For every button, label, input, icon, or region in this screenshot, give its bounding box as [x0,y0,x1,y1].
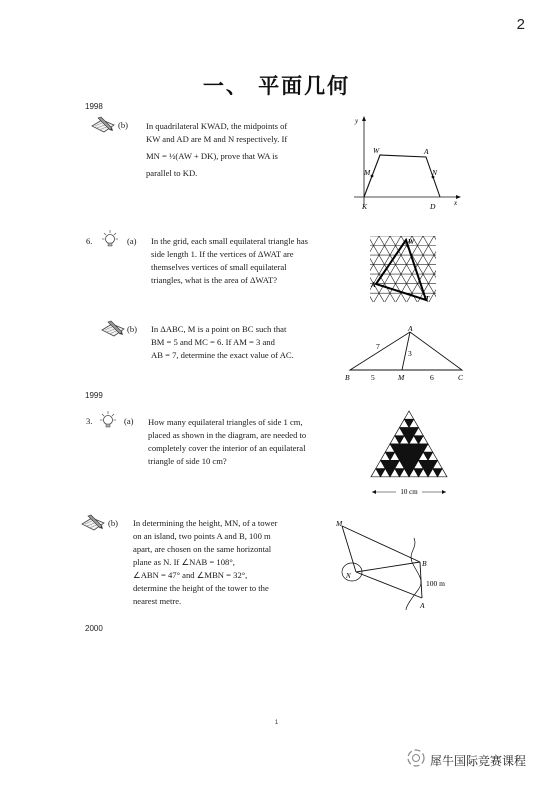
sierpinski-figure [362,408,458,500]
question-line: In ΔABC, M is a point on BC such that [151,324,287,334]
year-label: 1999 [85,391,103,400]
footer-page-number: 1 [274,720,279,726]
pencil-paper-icon [90,116,116,138]
point-label: T [425,295,430,303]
sierpinski-triangles [371,411,447,477]
year-label: 2000 [85,624,103,633]
quadrilateral-figure [336,115,466,215]
point-label: A [424,147,429,156]
length-label: 7 [376,342,380,351]
question-line: In determining the height, MN, of a tower [133,518,278,528]
length-label: 6 [430,373,434,382]
question-text [151,323,294,362]
point-label: A [420,601,425,610]
point-label: K [362,202,368,211]
point-label: A [371,281,376,289]
pencil-paper-icon [80,514,106,536]
question-line: AB = 7, determine the exact value of AC. [151,350,294,360]
question-line: parallel to KD. [146,168,198,178]
question-line: How many equilateral triangles of side 1 cm, [148,417,303,427]
question-line: In the grid, each small equilateral triangle has [151,236,309,246]
point-label: N [346,572,351,580]
question-text [151,235,308,287]
point-label: B [422,559,427,568]
part-label: (b) [118,120,129,130]
question-line: placed as shown in the diagram, are needed to [148,430,307,440]
wechat-icon [405,748,427,772]
tower-figure [326,514,476,614]
point-label: B [345,373,350,382]
axis-label: x [454,199,458,207]
question-number: 3. [86,416,93,426]
section-title: 一、 平面几何 [202,74,351,98]
question-number: 6. [86,236,93,246]
question-line: triangles, what is the area of ΔWAT? [151,275,278,285]
question-line: themselves vertices of small equilateral [151,262,287,272]
year-label: 1998 [85,102,103,111]
question-line: apart, are chosen on the same horizontal [133,544,272,554]
question-line: KW and AD are M and N respectively. If [146,134,288,144]
point-label: A [408,324,413,333]
question-line: side length 1. If the vertices of ΔWAT are [151,249,294,259]
watermark-brand: 犀牛国际竞赛课程 [430,754,527,768]
question-line: on an island, two points A and B, 100 m [133,531,271,541]
point-label: M [398,373,405,382]
point-label: C [458,373,464,382]
question-line: determine the height of the tower to the [133,583,269,593]
question-line: triangle of side 10 cm? [148,456,227,466]
point-label: M [364,168,371,177]
triangle-grid-figure [368,234,438,306]
question-text [133,517,277,608]
axis-label: y [355,117,359,125]
question-line: In quadrilateral KWAD, the midpoints of [146,121,288,131]
point-label: D [430,202,436,211]
point-label: W [408,238,415,246]
question-text [148,416,306,468]
question-line: nearest metre. [133,596,182,606]
point-label: W [373,146,380,155]
small-triangle [404,411,414,419]
part-label: (a) [124,416,134,426]
length-label: 100 m [426,579,445,588]
question-line: MN = ½(AW + DK), prove that WA is [146,151,278,161]
length-label: 3 [408,349,412,358]
length-label: 5 [371,373,375,382]
question-line: plane as N. If ∠NAB = 108°, [133,557,235,567]
part-label: (a) [127,236,137,246]
point-label: M [336,519,343,528]
triangle-abc-figure [340,324,470,384]
question-line: completely cover the interior of an equilateral [148,443,306,453]
question-line: ∠ABN = 47° and ∠MBN = 32°, [133,570,248,580]
part-label: (b) [108,518,119,528]
lightbulb-icon [100,229,120,255]
page-number: 2 [516,16,525,33]
question-line: BM = 5 and MC = 6. If AM = 3 and [151,337,275,347]
part-label: (b) [127,324,138,334]
length-label: 10 cm [400,488,418,496]
point-label: N [432,168,438,177]
pencil-paper-icon [100,320,126,342]
question-text [146,120,287,180]
lightbulb-icon [98,410,118,436]
